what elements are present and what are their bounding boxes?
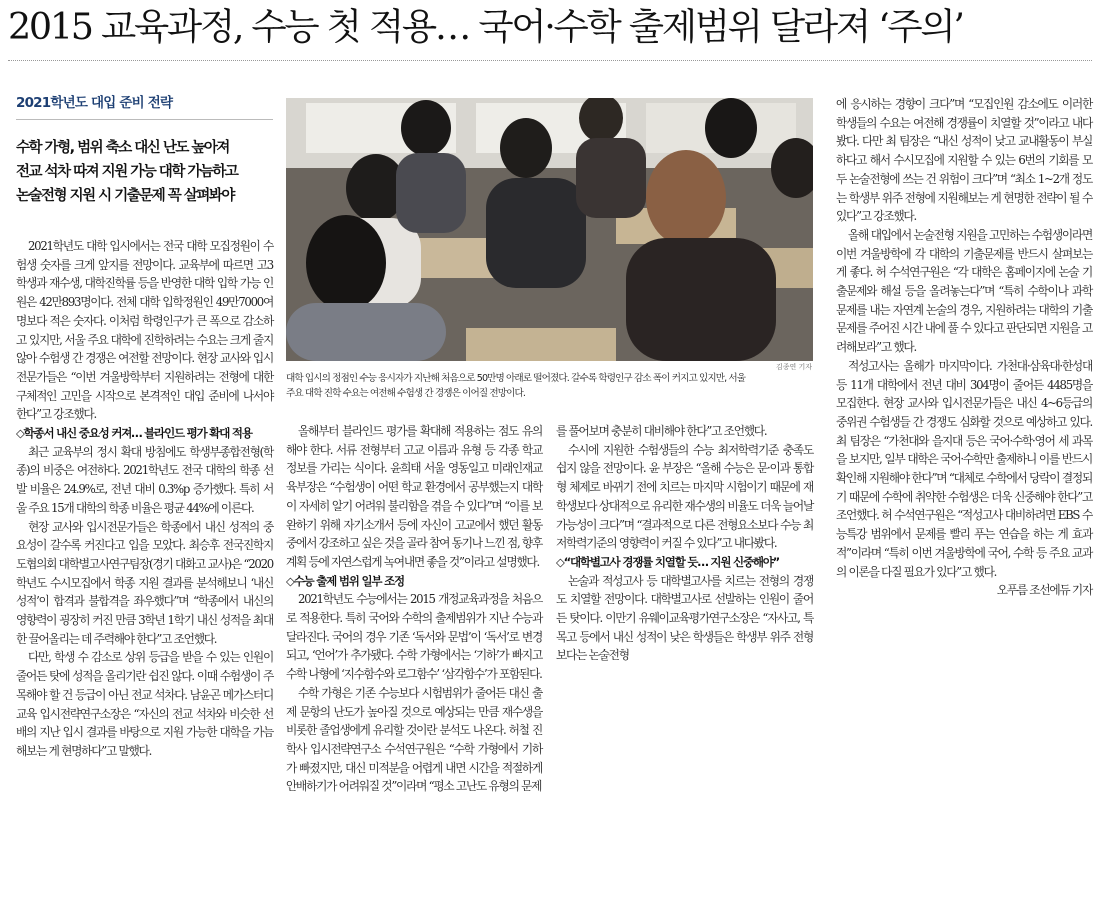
article-paragraph: 논술과 적성고사 등 대학별고사를 치르는 전형의 경쟁도 치열할 전망이다. 대학별고사로 선발하는 인원이 줄어든 탓이다. 이만기 유웨이교육평가연구소장은 “자사고, 특목고 등에서 내신 성적이 낮은 학생들은 학생부 위주 전형보다는 논술전형 [556,573,813,663]
section-subhead: ◇“대학별고사 경쟁률 치열할 듯… 지원 신중해야” [556,554,780,569]
article-column-3 [556,422,813,665]
deck [16,136,273,208]
left-column-header [16,94,273,208]
headline-divider [8,60,1092,61]
headline: 2015 교육과정, 수능 첫 적용… 국어·수학 출제범위 달라져 ‘주의’ [8,5,963,48]
photo-caption [286,371,813,401]
article-column-1 [16,237,273,761]
article-paragraph: 2021학년도 수능에서는 2015 개정교육과정을 처음으로 적용한다. 특히 국어와 수학의 출제범위가 지난 수능과 달라진다. 국어의 경우 기존 ‘독서와 문법’이 ‘독서’로 변경되고, ‘언어’가 추가됐다. 수학 가형에서는 ‘기하’가 빠지고 수학 나형에 ‘지수함수와 로그함수’ ‘삼각함수’가 포함된다. [286,592,542,682]
article-paragraph: 다만, 학생 수 감소로 상위 등급을 받을 수 있는 인원이 줄어든 탓에 성적을 올리기란 쉽진 않다. 이때 수험생이 주목해야 할 건 등급이 아닌 전교 석차다. 남윤곤 메가스터디교육 입시전략연구소장은 “자신의 전교 석차와 비슷한 선배의 지난 입시 결과를 바탕으로 지원 가능한 대학을 가늠해보는 게 현명하다”고 말했다. [16,650,273,758]
caption-line: 주요 대학 진학 수요는 여전해 수험생 간 경쟁은 이어질 전망이다. [286,388,526,399]
section-subhead: ◇학종서 내신 중요성 커져… 블라인드 평가 확대 적용 [16,426,252,441]
kicker: 2021학년도 대입 준비 전략 [16,95,173,111]
article-paragraph: 2021학년도 대학 입시에서는 전국 대학 모집정원이 수험생 숫자를 크게 앞지를 전망이다. 교육부에 따르면 고3 학생과 재수생, 대학진학률 등을 반영한 대학 입학 가능 인원은 42만893명이다. 전체 대학 입학정원인 49만7000여 명보다 적은 숫자다. 이처럼 학령인구가 큰 폭으로 감소하고 있지만, 서울 주요 대학에 진학하려는 수요는 크게 줄지 않아 수험생 간 경쟁은 여전할 전망이다. 현장 교사와 입시전문가들은 “이번 겨울방학부터 지원하려는 전형에 대한 구체적인 고민을 시작으로 본격적인 대입 준비에 나서야 한다”고 강조했다. [16,239,273,422]
section-subhead: ◇수능 출제 범위 일부 조정 [286,573,404,588]
byline: 오푸름 조선에듀 기자 [996,583,1092,598]
article-paragraph: 적성고사는 올해가 마지막이다. 가천대·삼육대·한성대 등 11개 대학에서 전년 대비 304명이 줄어든 4485명을 모집한다. 현장 교사와 입시전문가들은 내신 4~6등급의 중위권 수험생들 간 경쟁도 심화할 것으로 예상하고 있다. 최 팀장은 “가천대와 을지대 등은 국어·수학·영어 세 과목을 보지만, 일부 대학은 국어·수학만 출제하니 이를 반드시 확인해 지원해야 한다”며 “대체로 수학에서 당락이 결정되기 때문에 수학에 취약한 수험생은 더욱 신중해야 한다”고 조언했다. 허 수석연구원은 “적성고사 대비하려면 EBS 수능특강 범위에서 문제를 빨리 푸는 연습을 하는 게 효과적”이라며 “특히 이번 겨울방학에 국어, 수학 등 주요 교과의 이론을 다질 필요가 있다”고 했다. [836,358,1092,579]
classroom-photo-illustration [286,98,813,361]
article-paragraph: 수시에 지원한 수험생들의 수능 최저학력기준 충족도 쉽지 않을 전망이다. 윤 부장은 “올해 수능은 문·이과 통합형 체제로 바뀌기 전에 치르는 마지막 시험이기 때문에 재학생보다 상대적으로 유리한 재수생의 비율도 더욱 늘어날 가능성이 크다”며 “결과적으로 다른 전형요소보다 수능 최저학력기준의 영향력이 커질 수 있다”고 내다봤다. [556,442,813,551]
news-photo [286,98,813,361]
deck-line: 논술전형 지원 시 기출문제 꼭 살펴봐야 [16,188,234,204]
photo-credit: 김종연 기자 [776,363,813,371]
article-paragraph: 최근 교육부의 정시 확대 방침에도 학생부종합전형(학종)의 비중은 여전하다. 2021학년도 전국 대학의 학종 선발 비율은 24.9%로, 전년 대비 0.3%p 증가했다. 특히 서울 주요 15개 대학의 학종 비율은 평균 44%에 이른다. [16,444,273,515]
deck-line: 수학 가형, 범위 축소 대신 난도 높아져 [16,140,229,156]
kicker-divider [16,119,273,120]
caption-line: 대학 입시의 정점인 수능 응시자가 지난해 처음으로 50만명 아래로 떨어졌다. 갈수록 학령인구 감소 폭이 커지고 있지만, 서울 [286,373,746,384]
article-paragraph: 올해부터 블라인드 평가를 확대해 적용하는 점도 유의해야 한다. 서류 전형부터 고교 이름과 유형 등 각종 학교 정보를 가리는 식이다. 윤희태 서울 영동일고 미래인재교육부장은 “수험생이 어떤 학교 환경에서 공부했는지 대학이 자세히 알기 어려워 불리함을 겪을 수 있다”며 “이를 보완하기 위해 자기소개서 등에 자신이 고교에서 했던 활동 중에서 강조하고 싶은 것을 골라 참여 동기나 느낀 점, 향후 계획 등에 자연스럽게 녹여내면 좋을 것”이라고 설명했다. [286,424,542,569]
deck-line: 전교 석차 따져 지원 가능 대학 가늠하고 [16,164,238,180]
article-column-2 [286,422,542,796]
article-paragraph: 를 풀어보며 충분히 대비해야 한다”고 조언했다. [556,424,767,438]
article-paragraph: 수학 가형은 기존 수능보다 시험범위가 줄어든 대신 출제 문항의 난도가 높아질 것으로 예상되는 만큼 재수생을 비롯한 졸업생에게 유리할 것이란 분석도 나온다. 허철 진학사 입시전략연구소 수석연구원은 “수학 가형에서 기하가 빠졌지만, 대신 미적분을 어렵게 내면 시간을 적절하게 안배하기가 어려워질 것”이라며 “평소 고난도 유형의 문제 [286,685,542,794]
article-column-4 [836,95,1092,600]
article-paragraph: 에 응시하는 경향이 크다”며 “모집인원 감소에도 이러한 학생들의 수요는 여전해 경쟁률이 치열할 것”이라고 내다봤다. 다만 최 팀장은 “내신 성적이 낮고 교내활동이 부실하다고 해서 수시모집에 지원할 수 있는 6번의 기회를 모두 논술전형에 쓰는 건 위험이 크다”며 “최소 1~2개 정도는 학생부 위주 전형에 지원해보는 게 현명한 전략이 될 수 있다”고 강조했다. [836,97,1092,224]
article-paragraph: 올해 대입에서 논술전형 지원을 고민하는 수험생이라면 이번 겨울방학에 각 대학의 기출문제를 반드시 살펴보는 게 좋다. 허 수석연구원은 “각 대학은 홈페이지에 논술 기출문제와 해설 등을 올려놓는다”며 “특히 수학이나 과학 문제를 내는 자연계 논술의 경우, 지원하려는 대학의 기출문제를 주어진 시간 내에 풀 수 있다고 판단되면 지원을 고려해보라”고 했다. [836,227,1092,355]
article-paragraph: 현장 교사와 입시전문가들은 학종에서 내신 성적의 중요성이 갈수록 커진다고 입을 모았다. 최승후 전국진학지도협의회 대학별고사연구팀장(경기 대화고 교사)은 “2020학년도 수시모집에서 학종 지원 결과를 분석해보니 ‘내신 성적’이 합격과 불합격을 좌우했다”며 “학종에서 내신의 영향력이 굉장히 커진 만큼 3학년 1학기 내신 성적을 최대한 끌어올리는 데 주력해야 한다”고 조언했다. [16,519,273,646]
